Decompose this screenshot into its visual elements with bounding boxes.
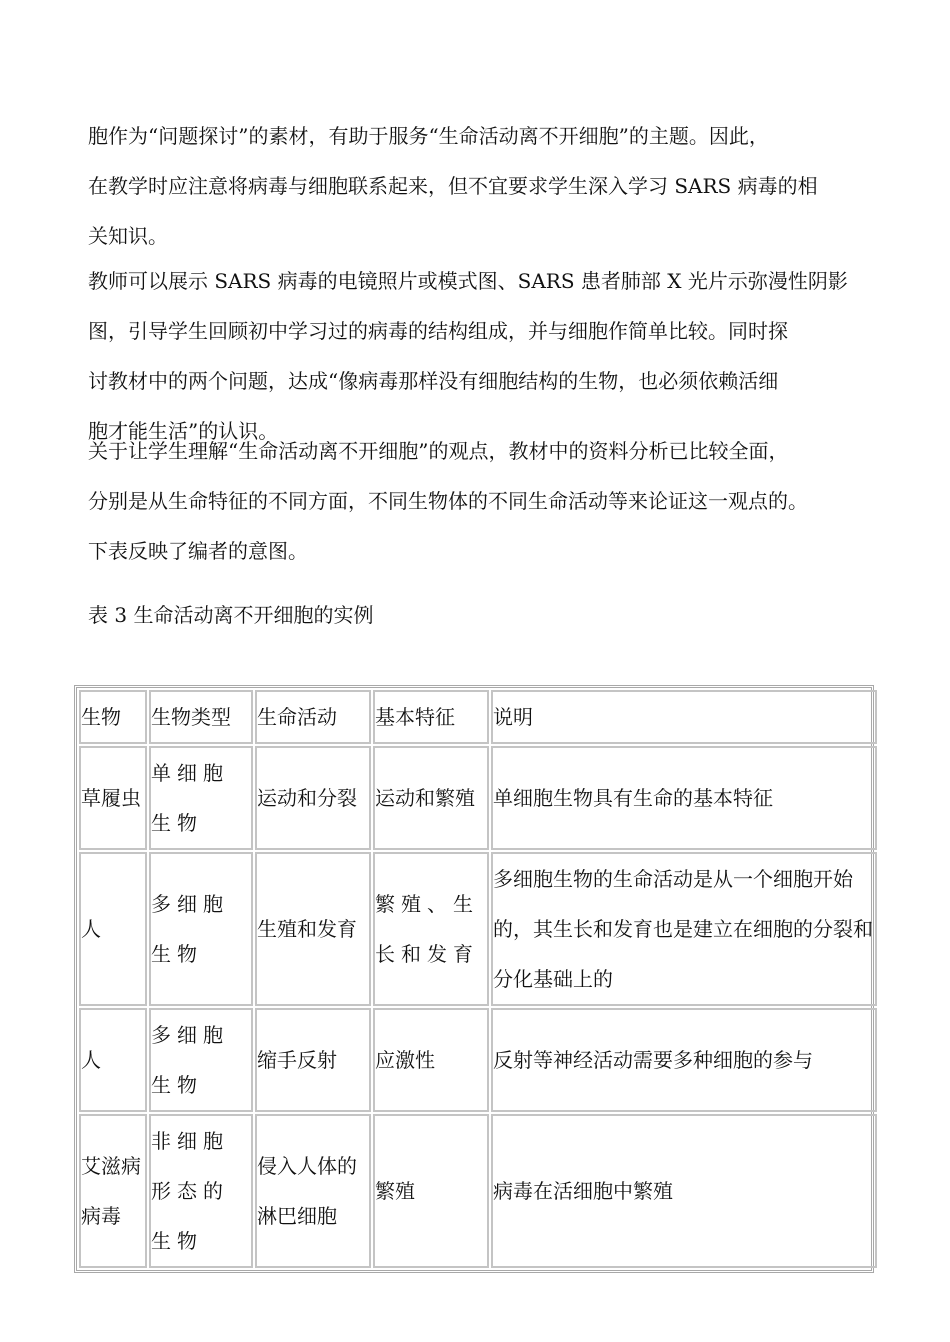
- table-cell: 人: [79, 1008, 147, 1112]
- paragraph-line: 胞作为“问题探讨”的素材，有助于服务“生命活动离不开细胞”的主题。因此，: [88, 124, 769, 148]
- table-cell: 运动和分裂: [255, 746, 371, 850]
- table-cell: 应激性: [373, 1008, 489, 1112]
- paragraph-line: 胞才能生活”的认识。: [88, 419, 279, 443]
- paragraph-line: 分别是从生命特征的不同方面，不同生物体的不同生命活动等来论证这一观点的。: [88, 489, 808, 513]
- table-cell: 艾滋病病毒: [79, 1114, 147, 1268]
- table-row: [79, 852, 877, 1006]
- paragraph-line: 教师可以展示 SARS 病毒的电镜照片或模式图、SARS 患者肺部 X 光片示弥漫性阴影: [88, 269, 848, 293]
- paragraph-1: [88, 111, 878, 261]
- table-cell: 繁殖: [373, 1114, 489, 1268]
- paragraph-line: 讨教材中的两个问题，达成“像病毒那样没有细胞结构的生物，也必须依赖活细: [88, 369, 779, 393]
- header-cell: 基本特征: [373, 690, 489, 744]
- table-cell: 缩手反射: [255, 1008, 371, 1112]
- table-row: [79, 1114, 877, 1268]
- table-cell: 侵入人体的淋巴细胞: [255, 1114, 371, 1268]
- header-cell: 生物类型: [149, 690, 253, 744]
- table-cell: 生殖和发育: [255, 852, 371, 1006]
- paragraph-line: 关知识。: [88, 224, 168, 248]
- header-cell: 生命活动: [255, 690, 371, 744]
- table-cell: 单细胞生物: [149, 746, 253, 850]
- table-cell: 繁殖、生长和发育: [373, 852, 489, 1006]
- table-cell: 多细胞生物: [149, 1008, 253, 1112]
- table-row: [79, 746, 877, 850]
- header-cell: 生物: [79, 690, 147, 744]
- table-cell: 运动和繁殖: [373, 746, 489, 850]
- examples-table: [74, 685, 874, 1273]
- paragraph-3: [88, 426, 878, 576]
- table-cell: 单细胞生物具有生命的基本特征: [491, 746, 877, 850]
- table-caption: 表 3 生命活动离不开细胞的实例: [88, 603, 374, 627]
- table-cell: 非细胞形态的生物: [149, 1114, 253, 1268]
- paragraph-line: 下表反映了编者的意图。: [88, 539, 308, 563]
- table-cell: 多细胞生物: [149, 852, 253, 1006]
- paragraph-line: 关于让学生理解“生命活动离不开细胞”的观点，教材中的资料分析已比较全面，: [88, 439, 789, 463]
- table-cell: 人: [79, 852, 147, 1006]
- table-row: [79, 1008, 877, 1112]
- paragraph-line: 图，引导学生回顾初中学习过的病毒的结构组成，并与细胞作简单比较。同时探: [88, 319, 788, 343]
- paragraph-line: 在教学时应注意将病毒与细胞联系起来，但不宜要求学生深入学习 SARS 病毒的相: [88, 174, 818, 198]
- table-header-row: [79, 690, 877, 744]
- header-cell: 说明: [491, 690, 877, 744]
- table-cell: 多细胞生物的生命活动是从一个细胞开始的，其生长和发育也是建立在细胞的分裂和分化基础上的: [491, 852, 877, 1006]
- table-cell: 病毒在活细胞中繁殖: [491, 1114, 877, 1268]
- table-cell: 反射等神经活动需要多种细胞的参与: [491, 1008, 877, 1112]
- table-cell: 草履虫: [79, 746, 147, 850]
